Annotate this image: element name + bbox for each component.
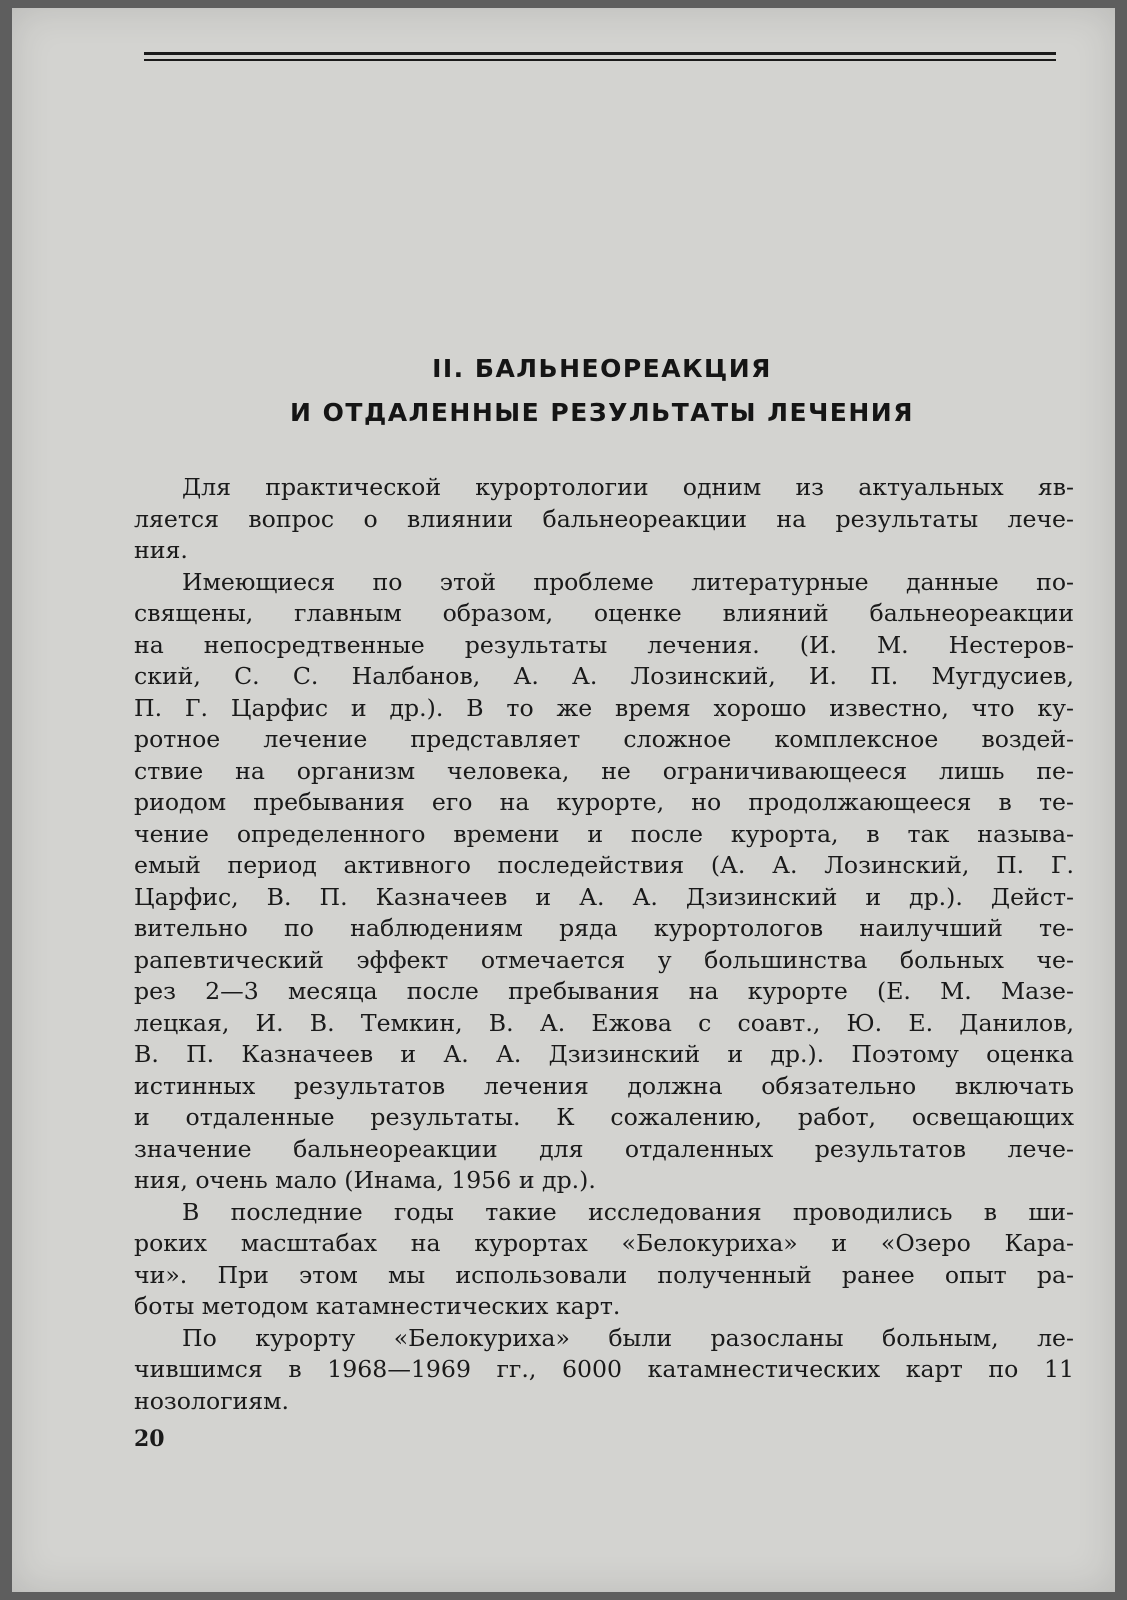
text-line: В последние годы такие исследования проводились в ши-: [182, 1197, 1074, 1226]
text-line: чение определенного времени и после курорта, в так называ-: [134, 819, 1074, 848]
paragraph-2: [134, 567, 1074, 1197]
paragraph-1: [134, 472, 1074, 567]
chapter-heading-line-1: II. БАЛЬНЕОРЕАКЦИЯ: [432, 354, 772, 383]
text-line: Царфис, В. П. Казначеев и А. А. Дзизинский и др.). Дейст-: [134, 882, 1074, 911]
text-line: П. Г. Царфис и др.). В то же время хорошо известно, что ку-: [134, 693, 1074, 722]
text-line: нозологиям.: [134, 1386, 290, 1415]
text-line: священы, главным образом, оценке влияний бальнеореакции: [134, 599, 1074, 627]
paragraph-3: [134, 1197, 1074, 1323]
header-rule-bottom: [144, 59, 1056, 61]
text-line: Имеющиеся по этой проблеме литературные данные по-: [182, 567, 1074, 596]
text-line: боты методом катамнестических карт.: [134, 1292, 621, 1320]
header-rule-top: [144, 52, 1056, 55]
text-line: ский, С. С. Налбанов, А. А. Лозинский, И. П. Мугдусиев,: [134, 662, 1074, 690]
chapter-heading-line-2: И ОТДАЛЕННЫЕ РЕЗУЛЬТАТЫ ЛЕЧЕНИЯ: [290, 398, 914, 427]
text-line: ротное лечение представляет сложное комплексное воздей-: [134, 725, 1074, 753]
text-line: В. П. Казначеев и А. А. Дзизинский и др.). Поэтому оценка: [134, 1040, 1074, 1068]
text-line: чи». При этом мы использовали полученный ранее опыт ра-: [134, 1260, 1074, 1289]
text-line: на непосредтвенные результаты лечения. (И. М. Нестеров-: [134, 630, 1074, 659]
text-line: рез 2—3 месяца после пребывания на курорте (Е. М. Мазе-: [134, 977, 1074, 1005]
text-line: роких масштабах на курортах «Белокуриха» и «Озеро Кара-: [134, 1229, 1074, 1257]
text-line: истинных результатов лечения должна обязательно включать: [134, 1071, 1074, 1100]
paragraph-4: [134, 1323, 1074, 1418]
text-line: лецкая, И. В. Темкин, В. А. Ежова с соавт., Ю. Е. Данилов,: [134, 1008, 1074, 1037]
body-text: [134, 472, 1074, 1417]
text-line: и отдаленные результаты. К сожалению, работ, освещающих: [134, 1103, 1074, 1131]
text-line: чившимся в 1968—1969 гг., 6000 катамнестических карт по 11: [134, 1355, 1074, 1383]
text-line: По курорту «Белокуриха» были разосланы больным, ле-: [182, 1323, 1074, 1352]
text-line: Для практической курортологии одним из актуальных яв-: [182, 473, 1074, 501]
text-line: ния.: [134, 536, 188, 564]
page-number: 20: [134, 1426, 165, 1452]
text-line: ствие на организм человека, не ограничивающееся лишь пе-: [134, 756, 1074, 785]
text-line: ния, очень мало (Инама, 1956 и др.).: [134, 1166, 596, 1194]
text-line: ляется вопрос о влиянии бальнеореакции на результаты лече-: [134, 504, 1074, 533]
book-page: [12, 8, 1115, 1592]
text-line: значение бальнеореакции для отдаленных результатов лече-: [134, 1134, 1074, 1163]
text-line: риодом пребывания его на курорте, но продолжающееся в те-: [134, 788, 1074, 816]
text-line: емый период активного последействия (А. А. Лозинский, П. Г.: [134, 851, 1074, 879]
text-line: вительно по наблюдениям ряда курортологов наилучший те-: [134, 914, 1074, 942]
text-line: рапевтический эффект отмечается у большинства больных че-: [134, 945, 1074, 974]
